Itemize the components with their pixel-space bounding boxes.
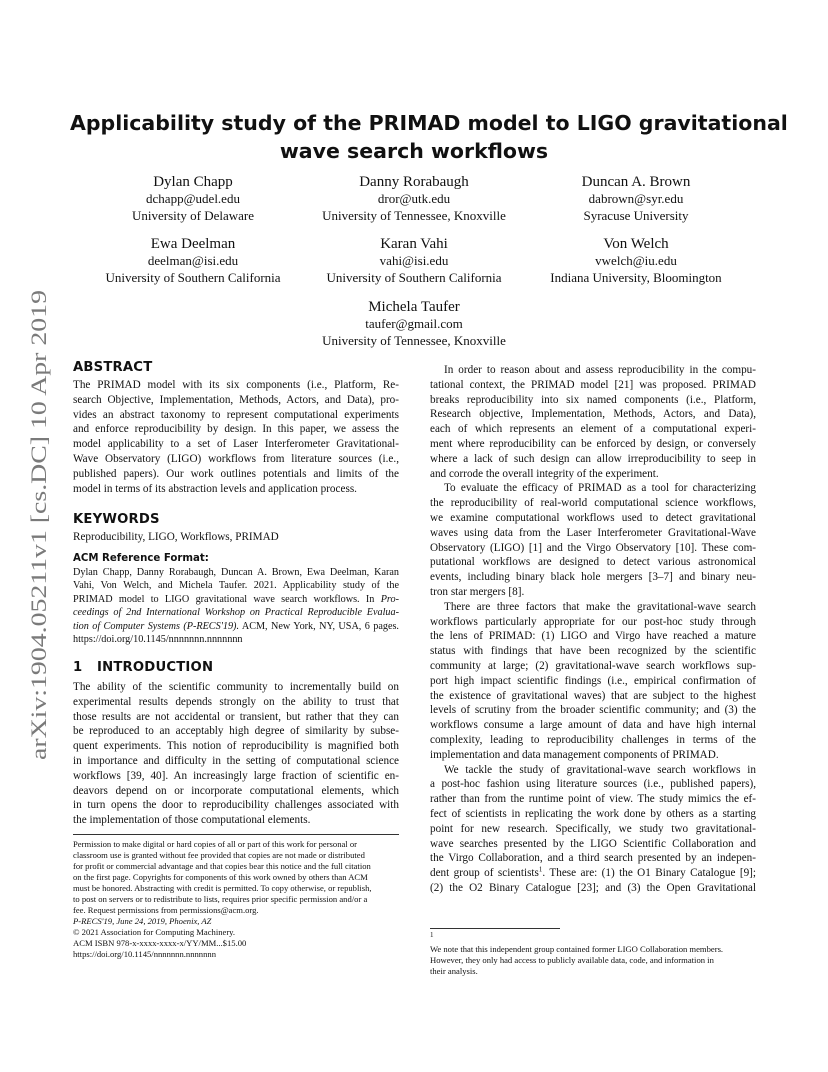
text-line: complexity, leading to reproducibility challenges in terms of the (430, 733, 756, 746)
text-line: Permission to make digital or hard copies of all or part of this work for personal or (73, 839, 358, 849)
text-line: implementation and data management components of PRIMAD. (430, 748, 719, 761)
text-segment: dent group of scientists (430, 867, 539, 880)
text-line: for profit or commercial advantage and that copies bear this notice and the full citation (73, 861, 371, 871)
abstract-heading: ABSTRACT (73, 360, 153, 375)
author-affiliation: University of Southern California (326, 269, 502, 285)
author-email[interactable]: dabrown@syr.edu (588, 191, 684, 206)
acm-reference-heading: ACM Reference Format: (73, 553, 209, 564)
text-segment: . These are: (1) the O1 Binary Catalogue [9]; (542, 867, 757, 880)
text-line: in turn opens the door to reproducibility challenges associated with (73, 799, 399, 812)
text-line (73, 593, 399, 606)
permission-notice (73, 839, 403, 960)
text-line: The ability of the scientific community to incrementally build on (73, 681, 399, 693)
text-line (73, 620, 399, 633)
text-line: status with findings that have been recognized by the scientific (430, 645, 756, 658)
text-line: breaks reproducibility into six named components (i.e., Platform, (430, 393, 756, 406)
right-column-text (430, 363, 756, 896)
text-line: ment where reproducibility can be enforced by design, or conversely (430, 437, 756, 450)
text-line: (2) the O2 Binary Catalogue [23]; and (3) the Open Gravitational (430, 881, 756, 894)
text-line: vides an abstract taxonomy to represent computational experiments (73, 408, 399, 421)
author-name: Michela Taufer (368, 299, 460, 315)
text-line: fect of scientists in replicating the work done by others as a starting (430, 807, 756, 820)
acm-reference-text (73, 566, 399, 646)
text-line: community at large; (2) gravitational-wave search workflows sup- (430, 659, 756, 672)
text-line: must be honored. Abstracting with credit is permitted. To copy otherwise, or republish, (73, 883, 372, 893)
author-block (521, 235, 751, 286)
author-name: Dylan Chapp (153, 174, 233, 190)
venue-line: P-RECS'19, June 24, 2019, Phoenix, AZ (73, 916, 212, 926)
author-name: Ewa Deelman (150, 236, 236, 252)
text-line: quent experiments. This notion of reproducibility is magnified both (73, 740, 399, 753)
author-block (299, 235, 529, 286)
author-block (299, 298, 529, 349)
text-line: ceedings of 2nd International Workshop on Practical Reproducible Evalua- (73, 607, 399, 619)
author-email[interactable]: deelman@isi.edu (147, 253, 239, 268)
text-line: the lens of PRIMAD: (1) LIGO and Virgo have reached a mature (430, 630, 756, 643)
text-line: We tackle the study of gravitational-wave search workflows in (444, 763, 756, 776)
text-line: the Virgo Collaboration, and a third search presented by an indepen- (430, 852, 756, 865)
author-email[interactable]: taufer@gmail.com (365, 316, 463, 331)
text-line: published papers). Our work outlines potentials and limits of the (73, 467, 399, 480)
author-name: Duncan A. Brown (581, 174, 691, 190)
ref-segment-italic: tion of Computer Systems (P-RECS'19). (73, 620, 239, 632)
author-affiliation: University of Tennessee, Knoxville (322, 207, 506, 223)
text-line: wave searches presented by the LIGO Scientific Collaboration and (430, 837, 756, 850)
intro-heading (73, 660, 213, 675)
text-line: Dylan Chapp, Danny Rorabaugh, Duncan A. Brown, Ewa Deelman, Karan (73, 567, 399, 578)
copyright-line: © 2021 Association for Computing Machinery. (73, 927, 236, 937)
isbn-line: ACM ISBN 978-x-xxxx-xxxx-x/YY/MM...$15.00 (73, 938, 247, 948)
text-line: levels of scrutiny from the broader scientific community; and (3) the (430, 704, 756, 717)
footnote-number: 1 (430, 931, 434, 940)
author-name: Danny Rorabaugh (359, 174, 469, 190)
author-affiliation: Indiana University, Bloomington (550, 269, 722, 285)
text-line: tational context, the PRIMAD model [21] was proposed. PRIMAD (430, 378, 756, 391)
text-line: we examine computational workflows used to detect gravitational (430, 511, 756, 524)
author-block (521, 173, 751, 224)
text-line: a post-hoc fashion using literature sources (i.e., published papers), (430, 778, 756, 791)
text-line: the existence of gravitational waves) that are subject to the highest (430, 689, 756, 702)
text-line: the implementation of those computational elements. (73, 814, 311, 827)
author-affiliation: Syracuse University (583, 207, 689, 223)
footnote-marker[interactable]: 1 (538, 865, 543, 874)
text-line: events, including binary black hole mergers [3–7] and binary neu- (430, 571, 756, 584)
text-line: each of which represents an element of a computational experi- (430, 423, 756, 436)
arxiv-side-identifier (22, 290, 54, 760)
keywords-heading: KEYWORDS (73, 512, 160, 527)
text-line: and enforce reproducibility by design. In this paper, we assess the (73, 423, 399, 436)
intro-text (73, 680, 399, 828)
ref-segment: PRIMAD model to LIGO gravitational wave search workflows. In (73, 593, 381, 605)
section-title: INTRODUCTION (97, 660, 214, 675)
text-line: port high impact scientific findings (i.e., empirical confirmation of (430, 674, 756, 687)
section-number: 1 (73, 660, 83, 675)
text-line: workflows [39, 40]. An increasingly large fraction of scientific en- (73, 769, 399, 782)
author-block (78, 173, 308, 224)
text-line: classroom use is granted without fee provided that copies are not made or distributed (73, 850, 365, 860)
text-line: the reproducibility of real-world computational science workflows, (430, 497, 756, 510)
text-line: tron star mergers [8]. (430, 585, 525, 598)
title-line: wave search workflows (279, 139, 549, 163)
text-line: and corrode the overall integrity of the experiment. (430, 467, 659, 480)
arxiv-id-text: arXiv:1904.05211v1 [cs.DC] 10 Apr 2019 (26, 388, 51, 760)
text-segment: We note that this independent group contained former LIGO Collaboration members. (430, 944, 724, 954)
author-affiliation: University of Delaware (131, 207, 254, 223)
text-line: putational workflows are designed to detect various astronomical (430, 556, 756, 569)
title-line: Applicability study of the PRIMAD model to LIGO gravitational (70, 111, 788, 135)
text-line: on the first page. Copyrights for components of this work owned by others than ACM (73, 872, 368, 882)
text-line: where a lack of such design can allow irreproducibility to seep in (430, 452, 756, 465)
footnote-rule (430, 928, 560, 929)
text-line (430, 866, 756, 881)
author-email[interactable]: dchapp@udel.edu (146, 191, 240, 206)
text-line: be reproduced to an acceptably high degree of similarity by subse- (73, 725, 399, 738)
text-line: model applicability to a set of Laser Interferometer Gravitational- (73, 438, 399, 451)
footnote-rule (73, 834, 399, 835)
text-line: model in terms of its abstraction levels and application process. (73, 482, 357, 495)
text-line: deavors depend on or incorporate computational elements, which (73, 784, 399, 797)
author-email[interactable]: vahi@isi.edu (379, 253, 449, 268)
text-line: There are three factors that make the gravitational-wave search (444, 600, 756, 613)
author-affiliation: University of Southern California (105, 269, 281, 285)
author-email[interactable]: vwelch@iu.edu (595, 253, 677, 268)
text-line: in importance and difficulty in the setting of computational science (73, 754, 399, 767)
author-name: Karan Vahi (380, 236, 448, 252)
paper-title (70, 109, 788, 165)
text-line: Observatory (LIGO) [1] and the Virgo Observatory [10]. These com- (430, 541, 756, 554)
footnote-line (430, 933, 760, 955)
text-line: search Objective, Implementation, Methods, Actors, and Data), pro- (73, 393, 399, 406)
text-line: Research objective, Implementation, Methods, Actors, and Data), (430, 408, 756, 421)
text-line: The PRIMAD model with its six components (i.e., Platform, Re- (73, 379, 399, 391)
text-line: to post on servers or to redistribute to lists, requires prior specific permission and/or a (73, 894, 368, 904)
author-block (299, 173, 529, 224)
footnote-line: However, they only had access to publicly available data, code, and information in (430, 955, 714, 965)
footnote-line: their analysis. (430, 966, 478, 976)
doi-link[interactable]: https://doi.org/10.1145/nnnnnnn.nnnnnnn (73, 634, 243, 646)
text-line: waves using data from the Laser Interferometer Gravitational-Wave (430, 526, 756, 539)
keywords-text: Reproducibility, LIGO, Workflows, PRIMAD (73, 531, 279, 543)
text-line: workflows consume a large amount of data and have high internal (430, 719, 756, 732)
abstract-text (73, 378, 399, 496)
author-name: Von Welch (603, 236, 669, 252)
author-block (78, 235, 308, 286)
author-affiliation: University of Tennessee, Knoxville (322, 332, 506, 348)
text-line: workflows particularly appropriate for our post-hoc study through (430, 615, 756, 628)
text-line: Vahi, Von Welch, and Michela Taufer. 2021. Applicability study of the (73, 580, 399, 592)
text-line: point for new research. Specifically, we study two gravitational- (430, 822, 756, 835)
author-email[interactable]: dror@utk.edu (377, 191, 451, 206)
ref-segment: ACM, New York, NY, USA, 6 pages. (239, 620, 399, 632)
text-line: Wave Observatory (LIGO) workflows from literature sources (i.e., (73, 452, 399, 465)
footnote (430, 933, 760, 977)
text-line: In order to reason about and assess reproducibility in the compu- (444, 364, 756, 376)
text-line: experimental results depends strongly on the ability to trust that (73, 695, 399, 708)
text-line: fee. Request permissions from permissions@acm.org. (73, 905, 259, 915)
doi-link[interactable]: https://doi.org/10.1145/nnnnnnn.nnnnnnn (73, 949, 216, 959)
ref-segment-italic: Pro- (380, 593, 399, 605)
text-line: To evaluate the efficacy of PRIMAD as a tool for characterizing (444, 482, 756, 495)
text-line: rather than from the runtime point of view. The study mimics the ef- (430, 793, 756, 806)
text-line: those results are not accidental or transient, but rather that they can (73, 710, 399, 723)
